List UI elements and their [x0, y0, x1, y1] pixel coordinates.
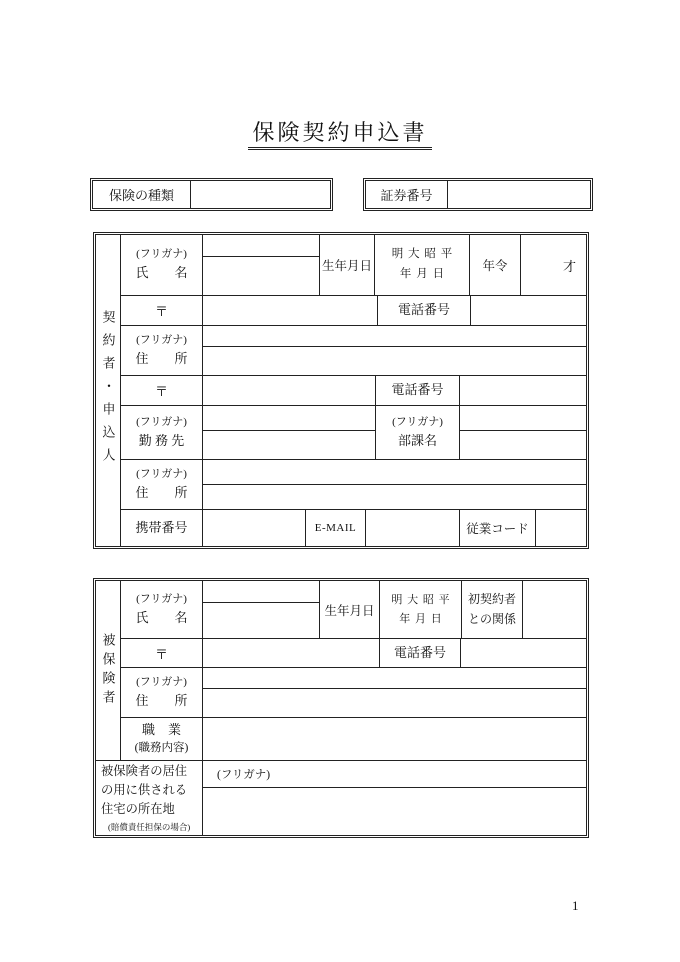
birthdate-label-cell: 生年月日: [320, 235, 375, 295]
workplace-furigana-label: (フリガナ): [136, 415, 187, 428]
employee-code-label: 従業コード: [460, 510, 536, 546]
workplace-cell: [203, 406, 376, 459]
insurance-type-field[interactable]: [191, 181, 330, 208]
occupation-field[interactable]: [203, 718, 586, 760]
insured-name-label: 氏 名: [135, 609, 188, 625]
home-postal-field[interactable]: [203, 296, 378, 325]
contractor-section-cell: [96, 235, 121, 546]
insured-postal-field[interactable]: [203, 639, 380, 667]
era-cell[interactable]: [375, 235, 470, 295]
name-label: 氏 名: [135, 265, 188, 281]
era-options: 明 大 昭 平: [391, 248, 453, 261]
insured-address-field[interactable]: [203, 689, 586, 717]
contractor-section-label: 契約者・申込人: [100, 310, 116, 471]
policy-number-label: 証券番号: [366, 181, 448, 208]
email-label: E-MAIL: [306, 510, 366, 546]
home-address-label-cell: [121, 326, 203, 375]
residence-furigana-field[interactable]: [203, 761, 586, 788]
policy-number-box: [363, 178, 593, 211]
residence-furigana-label: (フリガナ): [217, 769, 271, 781]
page-title-text: 保険契約申込書: [248, 120, 431, 150]
era-ymd: 年 月 日: [399, 268, 445, 280]
work-address-field[interactable]: [203, 485, 586, 509]
page-title: [0, 116, 680, 147]
mobile-field[interactable]: [203, 510, 306, 546]
residence-label-cell: [96, 761, 203, 835]
home-postal-mark: 〒: [121, 296, 203, 325]
work-postal-field[interactable]: [203, 376, 376, 405]
insurance-type-box: [90, 178, 333, 211]
home-address-label: 住 所: [135, 350, 188, 366]
mobile-label: 携帯番号: [121, 510, 203, 546]
department-field[interactable]: [460, 431, 586, 459]
work-postal-mark: 〒: [121, 376, 203, 405]
workplace-label: 勤 務 先: [138, 432, 185, 448]
insured-address-cell: [203, 668, 586, 717]
insured-address-furigana-label: (フリガナ): [136, 675, 187, 688]
department-furigana-field[interactable]: [460, 406, 586, 431]
insured-postal-mark: 〒: [121, 639, 203, 667]
residence-cell: [203, 761, 586, 835]
insured-era-cell[interactable]: [380, 581, 462, 638]
insured-era-options: 明 大 昭 平: [391, 593, 450, 606]
insured-address-label: 住 所: [135, 692, 188, 708]
residence-label-line3: 住宅の所在地: [101, 802, 175, 817]
home-address-furigana-label: (フリガナ): [136, 333, 187, 346]
occupation-label-cell: [121, 718, 203, 760]
workplace-field[interactable]: [203, 431, 375, 459]
name-furigana-label: (フリガナ): [136, 248, 187, 261]
insurance-type-label: 保険の種類: [93, 181, 191, 208]
home-phone-field[interactable]: [471, 296, 586, 325]
residence-label-line1: 被保険者の居住: [101, 763, 188, 778]
work-address-furigana-label: (フリガナ): [136, 467, 187, 480]
residence-label-line2: の用に供される: [101, 783, 188, 798]
relation-label-line1: 初契約者: [467, 591, 516, 606]
insured-phone-field[interactable]: [461, 639, 586, 667]
employee-code-field[interactable]: [536, 510, 586, 546]
insured-section-cell: [96, 581, 121, 760]
age-label-cell: 年令: [470, 235, 521, 295]
insured-table: [93, 578, 589, 838]
department-label-cell: [376, 406, 460, 459]
insured-address-furigana-field[interactable]: [203, 668, 586, 689]
insured-birthdate-label-cell: 生年月日: [320, 581, 380, 638]
work-address-label: 住 所: [135, 484, 188, 500]
department-cell: [460, 406, 586, 459]
insured-era-ymd: 年 月 日: [399, 612, 442, 625]
email-field[interactable]: [366, 510, 460, 546]
work-phone-label: 電話番号: [376, 376, 460, 405]
insured-name-label-cell: [121, 581, 203, 638]
department-label: 部課名: [397, 432, 437, 448]
relation-field[interactable]: [523, 581, 586, 638]
insured-name-furigana-field[interactable]: [203, 581, 319, 603]
relation-label-cell: [462, 581, 523, 638]
work-address-cell: [203, 460, 586, 509]
name-label-cell: [121, 235, 203, 295]
name-cell: [203, 235, 320, 295]
work-address-furigana-field[interactable]: [203, 460, 586, 485]
department-furigana-label: (フリガナ): [392, 415, 443, 428]
insured-address-label-cell: [121, 668, 203, 717]
home-address-cell: [203, 326, 586, 375]
insured-name-cell: [203, 581, 320, 638]
home-phone-label: 電話番号: [378, 296, 471, 325]
occupation-label: 職 業: [141, 722, 181, 738]
home-address-furigana-field[interactable]: [203, 326, 586, 347]
occupation-detail-label: (職務内容): [134, 742, 189, 755]
age-unit: 才: [562, 258, 576, 274]
name-field[interactable]: [203, 257, 319, 295]
relation-label-line2: との関係: [467, 611, 516, 626]
insured-section-label: 被保険者: [100, 632, 116, 709]
page-number: 1: [572, 898, 579, 913]
workplace-label-cell: [121, 406, 203, 459]
insured-phone-label: 電話番号: [380, 639, 461, 667]
residence-field[interactable]: [203, 788, 586, 835]
contractor-table: [93, 232, 589, 549]
residence-label-note: (賠償責任担保の場合): [108, 821, 191, 832]
work-phone-field[interactable]: [460, 376, 586, 405]
work-address-label-cell: [121, 460, 203, 509]
home-address-field[interactable]: [203, 347, 586, 375]
insured-name-furigana-label: (フリガナ): [136, 592, 187, 605]
insured-name-field[interactable]: [203, 603, 319, 638]
age-field-cell[interactable]: [521, 235, 586, 295]
workplace-furigana-field[interactable]: [203, 406, 375, 431]
name-furigana-field[interactable]: [203, 235, 319, 257]
policy-number-field[interactable]: [448, 181, 590, 208]
